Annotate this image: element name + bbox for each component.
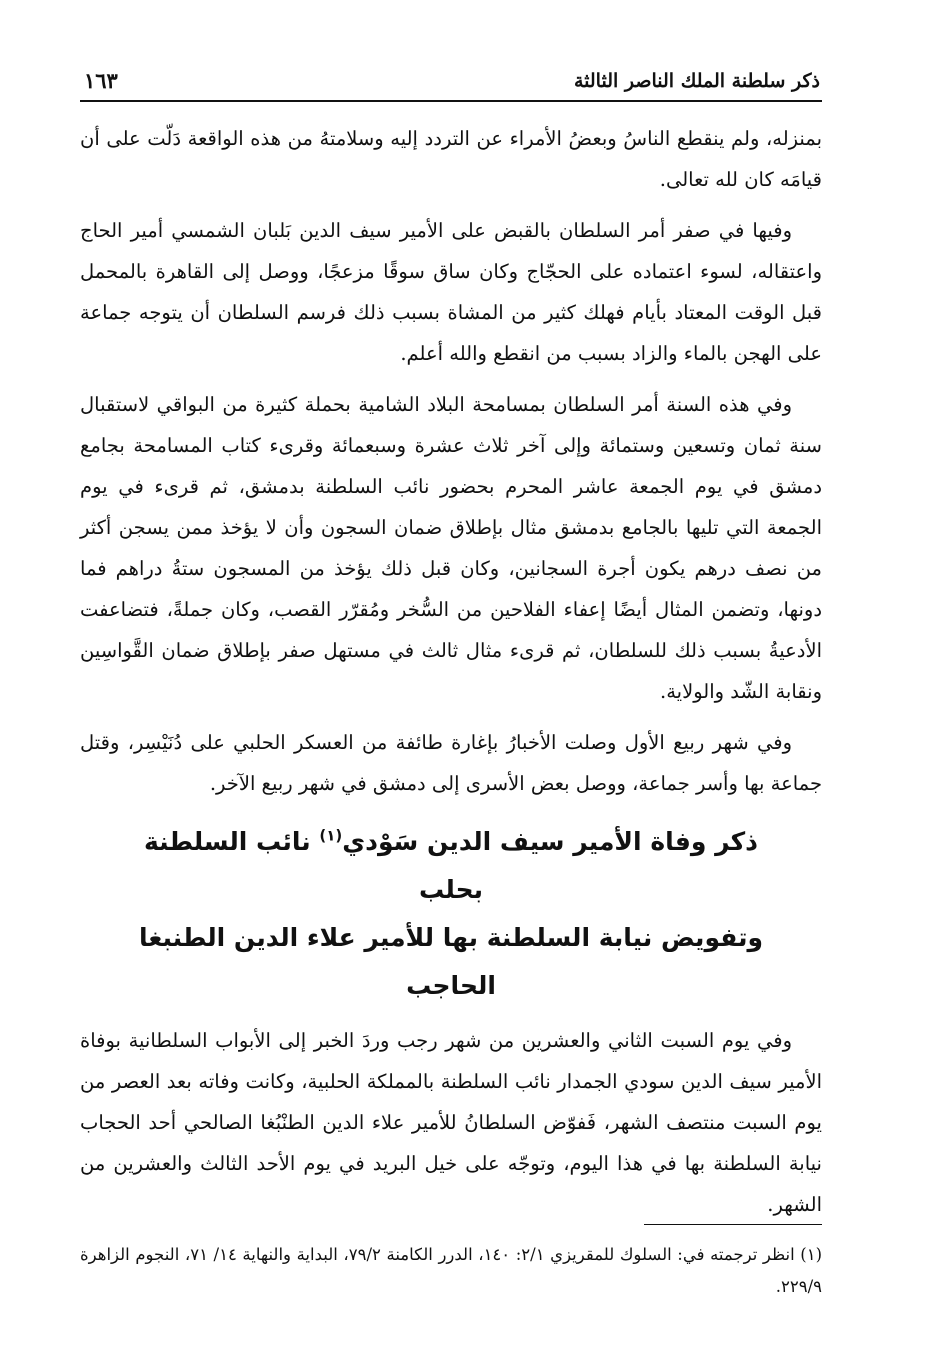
section-heading-line-1 [120, 818, 782, 914]
paragraph-sudi-death: وفي يوم السبت الثاني والعشرين من شهر رجب وردَ الخبر إلى الأبواب السلطانية بوفاة الأمير سيف الدين سودي الجمدار نائب السلطنة بالمملكة الحلبية، وكانت وفاته بعد العصر من يوم السبت منتصف الشهر، فَفوّض السلطانُ للأمير علاء الدين الطنْبُغا الصالحي أحد الحجاب نيابة السلطنة بها في هذا اليوم، وتوجّه على خيل البريد في يوم الأحد الثالث والعشرين من الشهر. [80, 1029, 822, 1216]
footnote-text: (١) انظر ترجمته في: السلوك للمقريزي ٢/١: ١٤٠، الدرر الكامنة ٧٩/٢، البداية والنهاية ١٤/ ٧١، النجوم الزاهرة ٢٢٩/٩. [80, 1245, 823, 1296]
section-heading [80, 818, 822, 1010]
paragraph-balban-arrest: وفيها في صفر أمر السلطان بالقبض على الأمير سيف الدين بَلبان الشمسي أمير الحاج واعتقاله، لسوء اعتماده على الحجّاج وكان ساق سوقًا مزعجًا، ووصل إلى القاهرة بالمحمل قبل الوقت المعتاد بأيام فهلك كثير من المشاة بسبب ذلك فرسم السلطان أن يتوجه جماعة على الهجن بالماء والزاد بسبب من انقطع والله أعلم. [80, 219, 822, 365]
running-header [80, 66, 822, 102]
body-text [80, 118, 822, 1225]
section-heading-line-2: وتفويض نيابة السلطنة بها للأمير علاء الدين الطنبغا الحاجب [138, 923, 764, 1000]
section-heading-part-2: نائب السلطنة بحلب [144, 827, 484, 904]
footnote-rule [644, 1224, 822, 1225]
paragraph-raid-dunaysir: وفي شهر ربيع الأول وصلت الأخبارُ بإغارة طائفة من العسكر الحلبي على دُنَيْسِر، وقتل جماعة بها وأسر جماعة، ووصل بعض الأسرى إلى دمشق في شهر ربيع الآخر. [80, 731, 822, 795]
section-heading-part-1: ذكر وفاة الأمير سيف الدين سَوْدي [342, 827, 758, 856]
book-page [80, 66, 822, 1326]
page-number: ١٦٣ [84, 68, 118, 93]
footnotes [80, 1224, 822, 1303]
paragraph-continuation: بمنزله، ولم ينقطع الناسُ وبعضُ الأمراء عن التردد إليه وسلامتهُ من هذه الواقعة دَلّت على أن قيامَه كان لله تعالى. [80, 127, 822, 191]
footnote-marker: (١) [319, 826, 343, 845]
paragraph-tax-remission: وفي هذه السنة أمر السلطان بمسامحة البلاد الشامية بحملة كثيرة من البواقي لاستقبال سنة ثمان وتسعين وستمائة وإلى آخر ثلاث عشرة وسبعمائة وقرىء كتاب المسامحة بجامع دمشق في يوم الجمعة عاشر المحرم بحضور نائب السلطنة بدمشق، ثم قرىء في يوم الجمعة التي تليها بالجامع بدمشق مثال بإطلاق ضمان السجون وأن لا يؤخذ ممن يسجن أكثر من نصف درهم يكون أجرة السجانين، وكان قبل ذلك يؤخذ من المسجون ستةُ دراهم فما دونها، وتضمن المثال أيضًا إعفاء الفلاحين من السُّخر ومُقرّر القصب، وكان جملةً، فتضاعفت الأدعيةُ بسبب ذلك للسلطان، ثم قرىء مثال ثالث في مستهل صفر بإطلاق ضمان القَّواسِين ونقابة الشّد والولاية. [80, 393, 822, 703]
running-title: ذكر سلطنة الملك الناصر الثالثة [573, 70, 820, 92]
